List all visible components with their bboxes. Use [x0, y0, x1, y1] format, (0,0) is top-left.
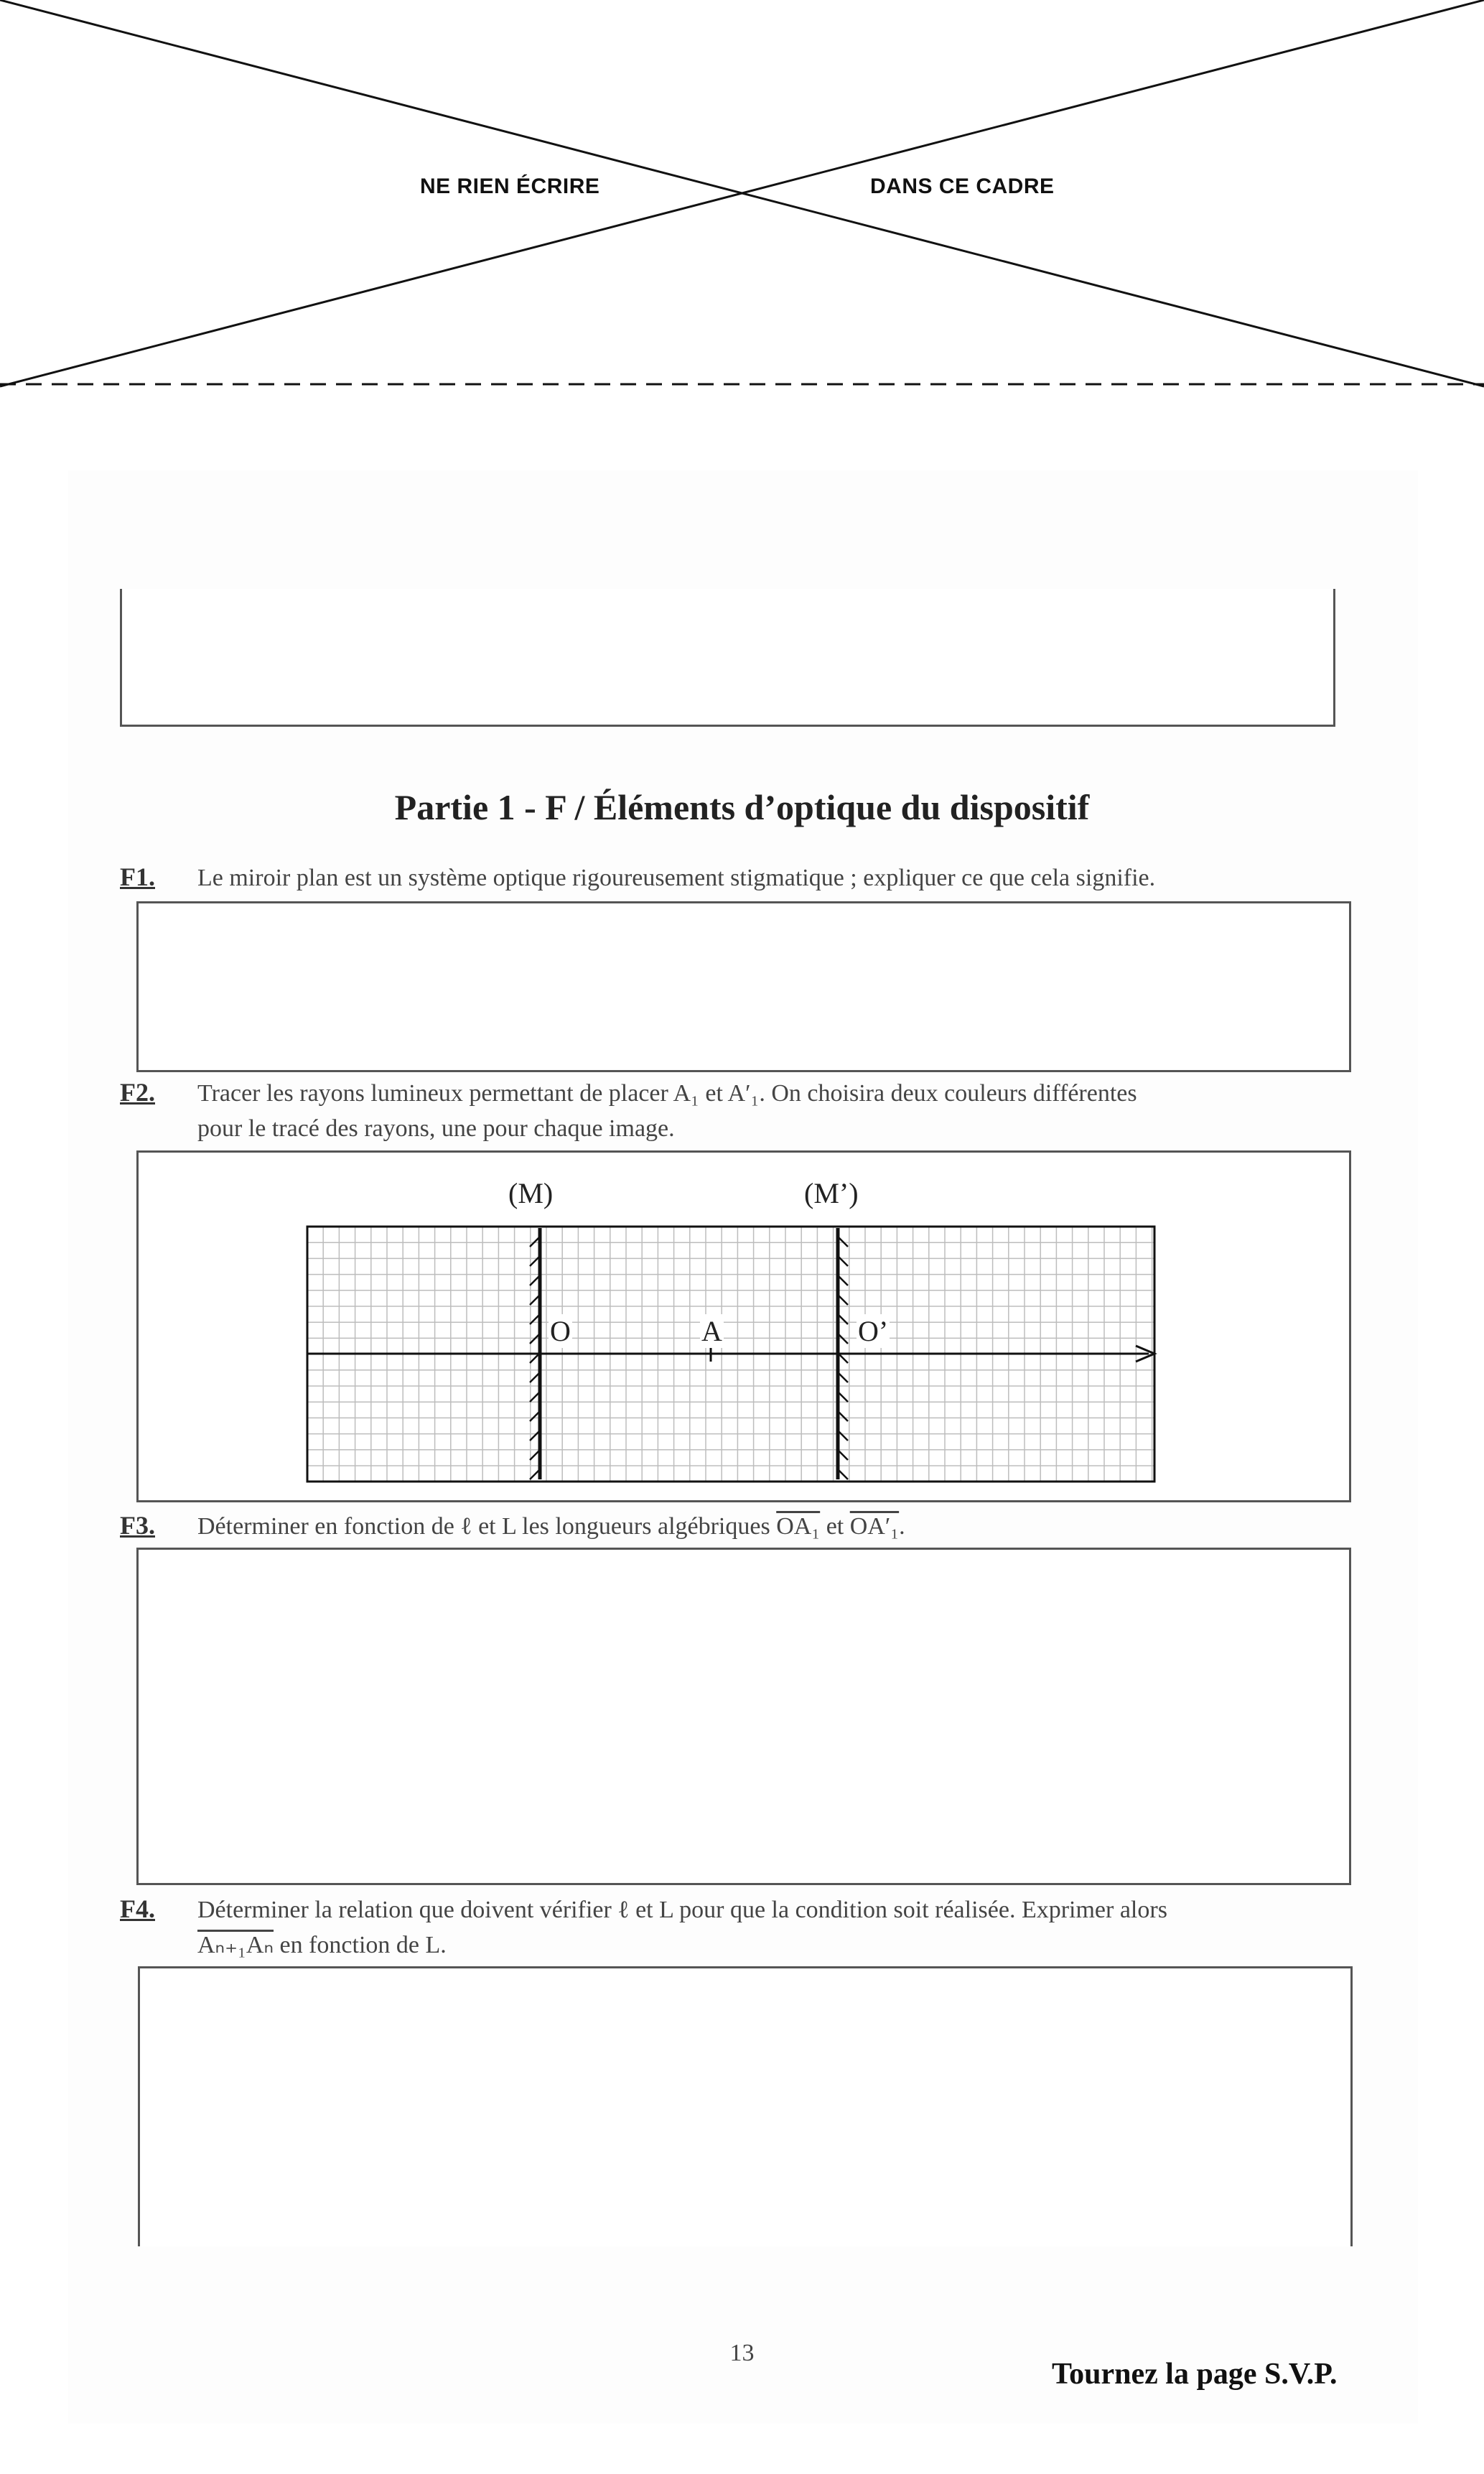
no-write-left-text: NE RIEN ÉCRIRE — [420, 175, 600, 198]
point-o-prime-label: O’ — [858, 1315, 889, 1347]
question-text-f1: Le miroir plan est un système optique rigoureusement stigmatique ; expliquer ce que cela signifie. — [197, 865, 1156, 891]
mirror-m-prime-label: (M’) — [804, 1177, 859, 1209]
question-text-f3-end: . — [899, 1513, 905, 1540]
question-text-f4-line2-rest: en fonction de L. — [274, 1932, 447, 1958]
question-label-f2: F2. — [120, 1078, 155, 1107]
section-title: Partie 1 - F / Éléments d’optique du dispositif — [394, 787, 1090, 827]
term-oa1-prime: OA′₁ — [849, 1513, 900, 1540]
point-a-label: A — [701, 1315, 722, 1347]
answer-box-f1[interactable] — [136, 901, 1351, 1072]
answer-box-previous[interactable] — [120, 589, 1335, 727]
question-text-f4-line1: Déterminer la relation que doivent vérifier ℓ et L pour que la condition soit réalisée. Exprimer alors — [197, 1897, 1167, 1923]
question-label-f1: F1. — [120, 862, 155, 891]
answer-box-f4[interactable] — [138, 1966, 1353, 2246]
term-oa1: OA₁ — [776, 1513, 821, 1540]
question-label-f4: F4. — [120, 1894, 155, 1923]
question-text-f3-conj: et — [820, 1513, 850, 1540]
no-write-right-text: DANS CE CADRE — [870, 175, 1055, 198]
question-text-f2-line2: pour le tracé des rayons, une pour chaque image. — [197, 1115, 675, 1142]
question-text-f2-line1: Tracer les rayons lumineux permettant de placer A₁ et A′₁. On choisira deux couleurs différentes — [197, 1080, 1137, 1107]
page-number: 13 — [729, 2340, 755, 2366]
question-text-f3 — [197, 1509, 905, 1545]
question-label-f3: F3. — [120, 1511, 155, 1540]
answer-box-f2[interactable] — [136, 1150, 1351, 1502]
turn-page-notice: Tournez la page S.V.P. — [1052, 2358, 1338, 2391]
mirror-m-label: (M) — [508, 1177, 554, 1209]
no-write-zone — [0, 0, 1484, 391]
point-o-label: O — [550, 1315, 571, 1347]
answer-box-f3[interactable] — [136, 1548, 1351, 1885]
question-text-f4-line2 — [197, 1927, 447, 1963]
question-text-f3-start: Déterminer en fonction de ℓ et L les longueurs algébriques — [197, 1513, 777, 1540]
term-an1-an: Aₙ₊₁Aₙ — [197, 1932, 274, 1958]
